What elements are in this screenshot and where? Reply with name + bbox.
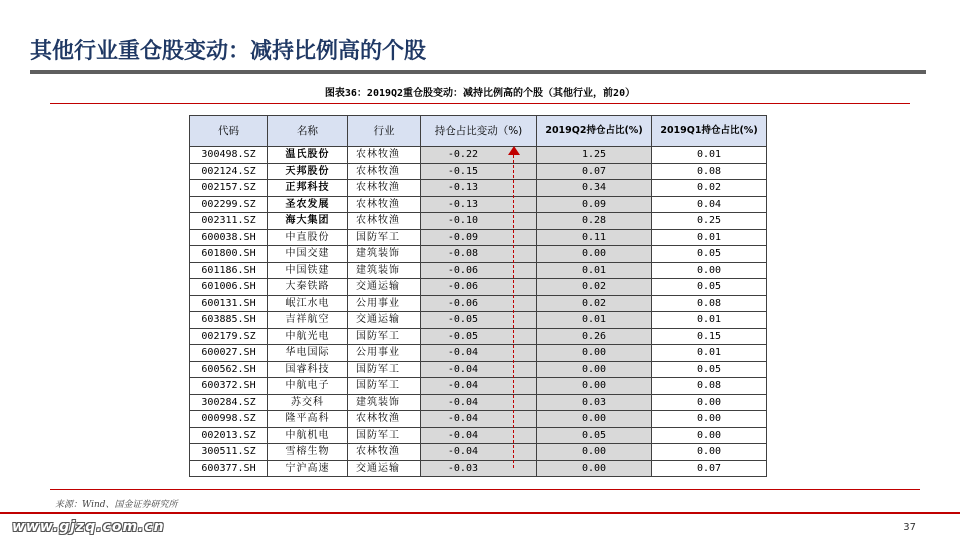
- cell-q1-weight: 0.25: [652, 213, 767, 230]
- cell-q1-weight: 0.00: [652, 262, 767, 279]
- table-row: [190, 213, 767, 230]
- cell-code: 601006.SH: [190, 279, 268, 296]
- cell-industry: 国防军工: [348, 328, 421, 345]
- table-row: [190, 229, 767, 246]
- header-q1-weight: 2019Q1持仓占比(%): [652, 116, 767, 147]
- cell-q1-weight: 0.07: [652, 460, 767, 477]
- cell-change: -0.13: [421, 180, 537, 197]
- cell-q2-weight: 0.02: [537, 295, 652, 312]
- cell-q2-weight: 0.00: [537, 361, 652, 378]
- cell-code: 600027.SH: [190, 345, 268, 362]
- cell-name: 宁沪高速: [268, 460, 348, 477]
- cell-code: 600372.SH: [190, 378, 268, 395]
- cell-change: -0.13: [421, 196, 537, 213]
- cell-name: 苏交科: [268, 394, 348, 411]
- cell-code: 601186.SH: [190, 262, 268, 279]
- cell-code: 002124.SZ: [190, 163, 268, 180]
- caption-divider: [50, 103, 910, 104]
- title-divider: [30, 70, 926, 74]
- cell-name: 国睿科技: [268, 361, 348, 378]
- slide-title: 其他行业重仓股变动：减持比例高的个股: [30, 39, 427, 64]
- cell-change: -0.04: [421, 411, 537, 428]
- cell-q2-weight: 0.03: [537, 394, 652, 411]
- cell-change: -0.06: [421, 279, 537, 296]
- cell-name: 圣农发展: [268, 196, 348, 213]
- cell-name: 正邦科技: [268, 180, 348, 197]
- cell-q1-weight: 0.01: [652, 229, 767, 246]
- cell-code: 600131.SH: [190, 295, 268, 312]
- cell-q2-weight: 0.09: [537, 196, 652, 213]
- table-row: [190, 394, 767, 411]
- cell-industry: 公用事业: [348, 345, 421, 362]
- table-row: [190, 361, 767, 378]
- cell-industry: 建筑装饰: [348, 246, 421, 263]
- table-row: [190, 147, 767, 164]
- source-note: 来源：Wind、国金证券研究所: [55, 500, 178, 510]
- cell-change: -0.04: [421, 444, 537, 461]
- table-row: [190, 444, 767, 461]
- cell-code: 600038.SH: [190, 229, 268, 246]
- cell-name: 中国铁建: [268, 262, 348, 279]
- table-row: [190, 378, 767, 395]
- table-row: [190, 196, 767, 213]
- cell-name: 华电国际: [268, 345, 348, 362]
- cell-industry: 交通运输: [348, 312, 421, 329]
- cell-name: 中航光电: [268, 328, 348, 345]
- table-row: [190, 295, 767, 312]
- cell-q1-weight: 0.00: [652, 444, 767, 461]
- cell-q2-weight: 0.00: [537, 378, 652, 395]
- cell-industry: 建筑装饰: [348, 394, 421, 411]
- header-code: 代码: [190, 116, 268, 147]
- cell-q2-weight: 0.00: [537, 345, 652, 362]
- cell-q2-weight: 0.00: [537, 460, 652, 477]
- cell-q1-weight: 0.01: [652, 345, 767, 362]
- cell-industry: 农林牧渔: [348, 411, 421, 428]
- cell-change: -0.06: [421, 262, 537, 279]
- cell-industry: 国防军工: [348, 378, 421, 395]
- cell-industry: 国防军工: [348, 427, 421, 444]
- cell-industry: 建筑装饰: [348, 262, 421, 279]
- cell-change: -0.09: [421, 229, 537, 246]
- cell-name: 雪榕生物: [268, 444, 348, 461]
- cell-q2-weight: 0.01: [537, 262, 652, 279]
- cell-industry: 农林牧渔: [348, 213, 421, 230]
- cell-q1-weight: 0.05: [652, 246, 767, 263]
- table-row: [190, 246, 767, 263]
- cell-name: 温氏股份: [268, 147, 348, 164]
- cell-q2-weight: 0.00: [537, 246, 652, 263]
- cell-industry: 国防军工: [348, 229, 421, 246]
- cell-q2-weight: 0.02: [537, 279, 652, 296]
- table-row: [190, 328, 767, 345]
- cell-name: 隆平高科: [268, 411, 348, 428]
- decrease-arrow-line: [513, 150, 514, 468]
- cell-change: -0.04: [421, 361, 537, 378]
- cell-q1-weight: 0.02: [652, 180, 767, 197]
- holdings-table: [189, 115, 767, 477]
- cell-q1-weight: 0.05: [652, 361, 767, 378]
- cell-name: 海大集团: [268, 213, 348, 230]
- table-header-row: [190, 116, 767, 147]
- cell-code: 600562.SH: [190, 361, 268, 378]
- cell-code: 601800.SH: [190, 246, 268, 263]
- cell-q1-weight: 0.00: [652, 394, 767, 411]
- header-industry: 行业: [348, 116, 421, 147]
- cell-change: -0.04: [421, 378, 537, 395]
- cell-q2-weight: 0.26: [537, 328, 652, 345]
- cell-q1-weight: 0.00: [652, 411, 767, 428]
- cell-change: -0.22: [421, 147, 537, 164]
- cell-industry: 农林牧渔: [348, 147, 421, 164]
- cell-q1-weight: 0.08: [652, 295, 767, 312]
- cell-q2-weight: 1.25: [537, 147, 652, 164]
- cell-q1-weight: 0.01: [652, 312, 767, 329]
- page-number: 37: [903, 522, 916, 533]
- cell-q1-weight: 0.08: [652, 378, 767, 395]
- cell-change: -0.10: [421, 213, 537, 230]
- cell-industry: 交通运输: [348, 279, 421, 296]
- cell-name: 中国交建: [268, 246, 348, 263]
- cell-code: 002311.SZ: [190, 213, 268, 230]
- cell-name: 大秦铁路: [268, 279, 348, 296]
- table-row: [190, 180, 767, 197]
- cell-code: 300498.SZ: [190, 147, 268, 164]
- cell-name: 岷江水电: [268, 295, 348, 312]
- cell-q1-weight: 0.15: [652, 328, 767, 345]
- arrowhead-icon: [508, 146, 520, 155]
- cell-code: 000998.SZ: [190, 411, 268, 428]
- table-row: [190, 345, 767, 362]
- cell-code: 300284.SZ: [190, 394, 268, 411]
- cell-q2-weight: 0.34: [537, 180, 652, 197]
- cell-industry: 农林牧渔: [348, 444, 421, 461]
- cell-industry: 交通运输: [348, 460, 421, 477]
- cell-name: 中航电子: [268, 378, 348, 395]
- table-body: [190, 147, 767, 477]
- cell-change: -0.05: [421, 328, 537, 345]
- cell-code: 002179.SZ: [190, 328, 268, 345]
- table-row: [190, 411, 767, 428]
- cell-change: -0.03: [421, 460, 537, 477]
- cell-change: -0.08: [421, 246, 537, 263]
- cell-q2-weight: 0.01: [537, 312, 652, 329]
- cell-q1-weight: 0.04: [652, 196, 767, 213]
- header-change: 持仓占比变动（%): [421, 116, 537, 147]
- cell-name: 中直股份: [268, 229, 348, 246]
- footer-logo: www.gjzq.com.cn: [12, 519, 165, 535]
- cell-code: 002157.SZ: [190, 180, 268, 197]
- cell-change: -0.15: [421, 163, 537, 180]
- header-name: 名称: [268, 116, 348, 147]
- cell-q1-weight: 0.08: [652, 163, 767, 180]
- cell-name: 中航机电: [268, 427, 348, 444]
- cell-name: 吉祥航空: [268, 312, 348, 329]
- cell-change: -0.04: [421, 345, 537, 362]
- cell-code: 002013.SZ: [190, 427, 268, 444]
- cell-industry: 国防军工: [348, 361, 421, 378]
- cell-q2-weight: 0.00: [537, 444, 652, 461]
- cell-industry: 农林牧渔: [348, 180, 421, 197]
- cell-code: 603885.SH: [190, 312, 268, 329]
- table-caption: 图表36：2019Q2重仓股变动：减持比例高的个股（其他行业，前20）: [324, 88, 636, 99]
- footer-divider: [0, 512, 960, 514]
- cell-q1-weight: 0.05: [652, 279, 767, 296]
- cell-change: -0.06: [421, 295, 537, 312]
- table-row: [190, 262, 767, 279]
- cell-industry: 农林牧渔: [348, 196, 421, 213]
- cell-q1-weight: 0.00: [652, 427, 767, 444]
- header-q2-weight: 2019Q2持仓占比(%): [537, 116, 652, 147]
- cell-code: 600377.SH: [190, 460, 268, 477]
- table-row: [190, 427, 767, 444]
- cell-name: 天邦股份: [268, 163, 348, 180]
- cell-q2-weight: 0.00: [537, 411, 652, 428]
- cell-change: -0.04: [421, 394, 537, 411]
- cell-industry: 公用事业: [348, 295, 421, 312]
- cell-q2-weight: 0.05: [537, 427, 652, 444]
- table-row: [190, 279, 767, 296]
- cell-q2-weight: 0.28: [537, 213, 652, 230]
- cell-q1-weight: 0.01: [652, 147, 767, 164]
- cell-industry: 农林牧渔: [348, 163, 421, 180]
- cell-change: -0.04: [421, 427, 537, 444]
- table-row: [190, 460, 767, 477]
- table-row: [190, 312, 767, 329]
- cell-code: 002299.SZ: [190, 196, 268, 213]
- cell-q2-weight: 0.11: [537, 229, 652, 246]
- cell-q2-weight: 0.07: [537, 163, 652, 180]
- cell-code: 300511.SZ: [190, 444, 268, 461]
- source-divider: [50, 489, 920, 490]
- cell-change: -0.05: [421, 312, 537, 329]
- table-row: [190, 163, 767, 180]
